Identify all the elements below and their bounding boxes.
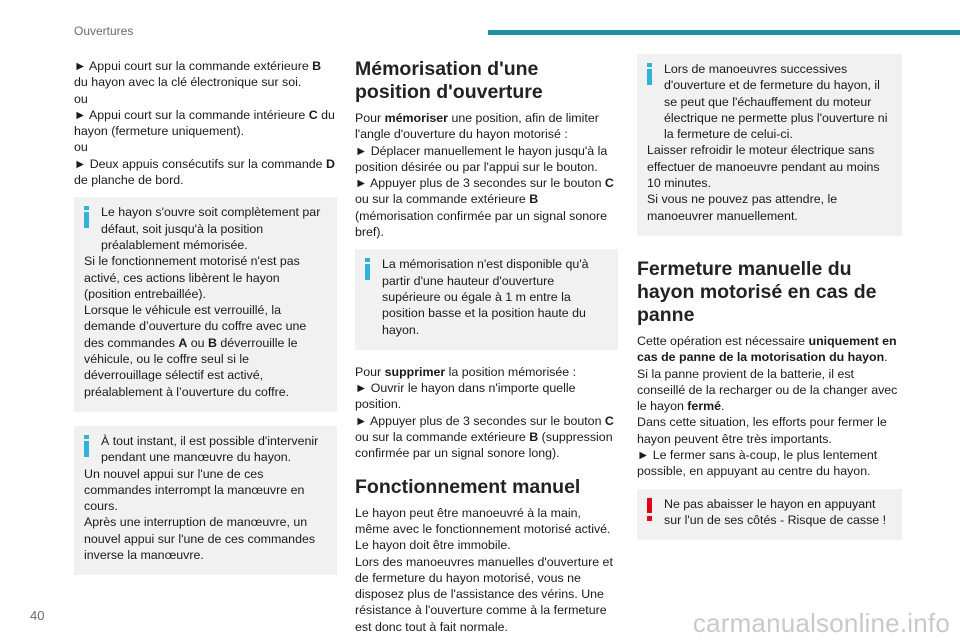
warning-text: Ne pas abaisser le hayon en appuyant sur l'un de ses côtés - Risque de casse ! [664,496,887,527]
info-text: Après une interruption de manœuvre, un nouvel appui sur l'une de ces commandes inverse la manœuvre. [84,515,316,563]
paragraph: Dans cette situation, les efforts pour fermer le hayon peuvent être très importants. [637,415,887,446]
info-box [355,249,618,349]
header-accent-bar [488,30,960,35]
info-icon [647,63,652,85]
info-box [637,54,902,236]
paragraph: Si la panne provient de la batterie, il est conseillé de la recharger ou de la changer avec le hayon fermé. [637,366,898,414]
info-box [74,197,337,412]
info-text: Laisser refroidir le moteur électrique sans effectuer de manoeuvre pendant au moins 10 minutes. [647,143,880,191]
heading: Fonctionnement manuel [355,475,581,498]
or-text: ou [74,140,88,155]
paragraph: Cette opération est nécessaire uniquement en cas de panne de la motorisation du hayon. [637,333,897,365]
info-text: Un nouvel appui sur l'une de ces commandes interrompt la manœuvre en cours. [84,466,305,514]
info-text: Si le fonctionnement motorisé n'est pas activé, ces actions libèrent le hayon (position entrebaillée). [84,254,300,301]
paragraph: ► Appui court sur la commande extérieure B du hayon avec la clé électronique sur soi. [74,59,322,90]
warning-icon [647,498,652,520]
step: ► Déplacer manuellement le hayon jusqu'à la position désirée ou par l'appui sur le bouton. [355,143,608,174]
page-number: 40 [30,608,45,623]
info-text: Si vous ne pouvez pas attendre, le manoeuvrer manuellement. [647,192,838,223]
info-icon [84,206,89,228]
paragraph: Lors des manoeuvres manuelles d'ouverture et de fermeture du hayon motorisé, vous ne disposez plus de l'assistance des vérins. Une résistance à l'ouverture comme à la fermeture est donc tout à fait normale. [355,554,613,634]
column-1 [74,58,337,589]
warning-box [637,489,902,541]
paragraph: Pour mémoriser une position, afin de limiter l'angle d'ouverture du hayon motorisé : [355,111,599,142]
column-2 [355,58,618,644]
info-text: La mémorisation n'est disponible qu'à partir d'une hauteur d'ouverture supérieure ou égale à 1 m entre la position basse et la position haute du hayon. [382,257,589,337]
or-text: ou [74,91,88,106]
step: ► Appuyer plus de 3 secondes sur le bouton C ou sur la commande extérieure B (mémorisation confirmée par un signal sonore bref). [355,176,614,240]
watermark: carmanualsonline.info [692,608,950,638]
info-box [74,426,337,575]
heading: Mémorisation d'une position d'ouverture [355,58,543,103]
info-icon [365,258,370,280]
section-title: Ouvertures [74,24,134,38]
info-text: Le hayon s'ouvre soit complètement par défaut, soit jusqu'à la position préalablement mémorisée. [101,205,321,252]
paragraph: ► Appui court sur la commande intérieure C du hayon (fermeture uniquement). [74,107,335,139]
info-text: Lors de manoeuvres successives d'ouverture et de fermeture du hayon, il se peut que l'échauffement du moteur électrique ne permette plus l'ouverture ni la fermeture de celui-ci. [664,62,888,142]
paragraph: Pour supprimer la position mémorisée : [355,364,577,379]
step: ► Le fermer sans à-coup, le plus lentement possible, en appuyant au centre du hayon. [637,448,878,479]
paragraph: Le hayon doit être immobile. [355,538,511,553]
paragraph: ► Deux appuis consécutifs sur la commande D de planche de bord. [74,156,335,188]
step: ► Ouvrir le hayon dans n'importe quelle position. [355,381,576,412]
info-text: Lorsque le véhicule est verrouillé, la demande d’ouverture du coffre avec une des commandes A ou B déverrouille le véhicule, ou le coffre seul si le déverrouillage sélectif est activé, préalablement à l’ouverture du coffre. [84,303,307,399]
info-icon [84,435,89,457]
info-text: À tout instant, il est possible d'intervenir pendant une manœuvre du hayon. [101,433,319,465]
paragraph: Le hayon peut être manoeuvré à la main, même avec le fonctionnement motorisé activé. [355,505,611,536]
step: ► Appuyer plus de 3 secondes sur le bouton C ou sur la commande extérieure B (suppression confirmée par un signal sonore long). [355,413,614,461]
heading: Fermeture manuelle du hayon motorisé en cas de panne [637,257,877,326]
column-3 [637,54,902,554]
